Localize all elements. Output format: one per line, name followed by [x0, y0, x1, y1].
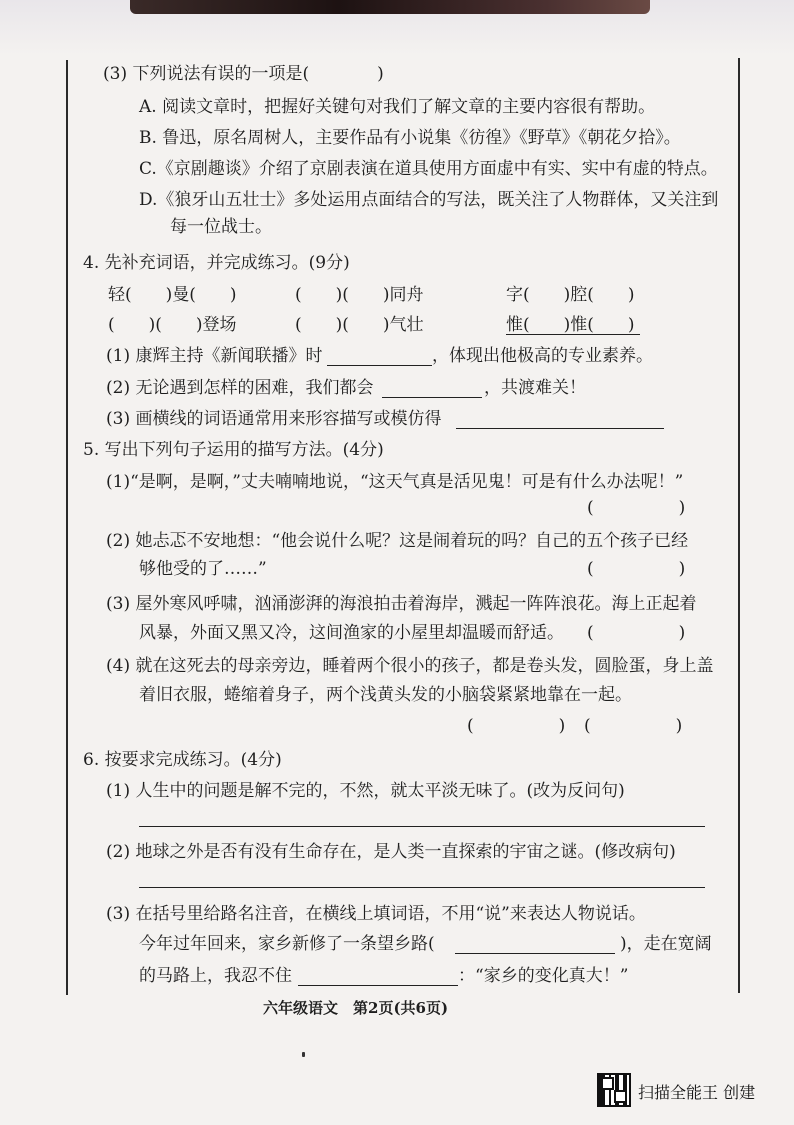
- q5-answer-3[interactable]: ( ): [587, 623, 686, 643]
- q3-option-d: D.《狼牙山五壮士》多处运用点面结合的写法，既关注了人物群体，又关注到: [139, 190, 719, 210]
- q3-stem: (3) 下列说法有误的一项是( ): [103, 64, 384, 84]
- q5-sentence-3: (3) 屋外寒风呼啸，汹涌澎湃的海浪拍击着海岸，溅起一阵阵浪花。海上正起着: [106, 594, 697, 614]
- q4-sub2-suffix: ，共渡难关！: [484, 378, 586, 398]
- q4-word-6: 惟( )惟( ): [506, 315, 635, 335]
- q4-sub3-prefix: (3) 画横线的词语通常用来形容描写或模仿得: [106, 409, 442, 429]
- q4-sub1-suffix: ，体现出他极高的专业素养。: [432, 346, 653, 366]
- q4-sub2-blank[interactable]: [382, 397, 482, 398]
- q6-sub2: (2) 地球之外是否有没有生命存在，是人类一直探索的宇宙之谜。(修改病句): [106, 842, 676, 862]
- q5-sentence-4-cont: 着旧衣服，蜷缩着身子，两个浅黄头发的小脑袋紧紧地靠在一起。: [139, 685, 632, 705]
- q6-sub2-answer-line[interactable]: [139, 887, 705, 888]
- q5-answer-1[interactable]: ( ): [587, 498, 686, 518]
- q4-word-4: ( )( )登场: [108, 315, 237, 335]
- q3-option-b: B. 鲁迅，原名周树人，主要作品有小说集《彷徨》《野草》《朝花夕拾》。: [139, 128, 681, 148]
- q4-word-5: ( )( )气壮: [295, 315, 424, 335]
- q6-word-blank[interactable]: [298, 985, 458, 986]
- q5-sentence-2: (2) 她忐忑不安地想：“他会说什么呢？这是闹着玩的吗？自己的五个孩子已经: [106, 531, 689, 551]
- q4-word-3: 字( )腔( ): [506, 285, 635, 305]
- q6-pinyin-blank[interactable]: [455, 953, 615, 954]
- q3-option-d-cont: 每一位战士。: [170, 217, 272, 237]
- q6-passage-2a: 的马路上，我忍不住: [139, 966, 292, 986]
- q6-passage-1b: )，走在宽阔: [620, 934, 712, 954]
- q5-answer-2[interactable]: ( ): [587, 559, 686, 579]
- q4-sub1-prefix: (1) 康辉主持《新闻联播》时: [106, 346, 323, 366]
- q6-sub1-answer-line[interactable]: [139, 826, 705, 827]
- q5-sentence-4: (4) 就在这死去的母亲旁边，睡着两个很小的孩子，都是卷头发，圆脸蛋，身上盖: [106, 656, 714, 676]
- q6-title: 6. 按要求完成练习。(4分): [83, 750, 282, 770]
- q5-answer-4a[interactable]: ( ): [467, 716, 566, 736]
- page-border-left: [66, 60, 68, 995]
- q6-sub1: (1) 人生中的问题是解不完的，不然，就太平淡无味了。(改为反问句): [106, 781, 625, 801]
- q3-option-a: A. 阅读文章时，把握好关键句对我们了解文章的主要内容很有帮助。: [139, 97, 656, 117]
- q5-sentence-2-cont: 够他受的了……”: [139, 559, 267, 579]
- q5-title: 5. 写出下列句子运用的描写方法。(4分): [83, 440, 384, 460]
- q4-word-1: 轻( )曼( ): [108, 285, 237, 305]
- q3-option-c: C.《京剧趣谈》介绍了京剧表演在道具使用方面虚中有实、实中有虚的特点。: [139, 159, 718, 179]
- q6-passage-1a: 今年过年回来，家乡新修了一条望乡路(: [139, 934, 435, 954]
- page-border-right: [738, 58, 740, 993]
- q6-passage-2b: ：“家乡的变化真大！”: [458, 966, 629, 986]
- q5-answer-4b[interactable]: ( ): [584, 716, 683, 736]
- q4-sub1-blank[interactable]: [327, 365, 432, 366]
- q4-sub2-prefix: (2) 无论遇到怎样的困难，我们都会: [106, 378, 374, 398]
- q5-sentence-3-cont: 风暴，外面又黑又冷，这间渔家的小屋里却温暖而舒适。: [139, 623, 564, 643]
- scanner-watermark: 扫描全能王 创建: [638, 1083, 756, 1102]
- q4-word-2: ( )( )同舟: [295, 285, 424, 305]
- q4-sub3-blank[interactable]: [456, 428, 664, 429]
- page-footer: 六年级语文 第2页(共6页): [263, 999, 449, 1017]
- q4-title: 4. 先补充词语，并完成练习。(9分): [83, 253, 350, 273]
- scan-speck: [302, 1052, 305, 1057]
- scan-top-edge: [130, 0, 650, 14]
- q4-word-6-underline: [506, 334, 640, 335]
- q5-sentence-1: (1)“是啊，是啊，”丈夫喃喃地说，“这天气真是活见鬼！可是有什么办法呢！”: [106, 472, 684, 492]
- qr-code-icon: [597, 1073, 631, 1107]
- q6-sub3: (3) 在括号里给路名注音，在横线上填词语，不用“说”来表达人物说话。: [106, 904, 646, 924]
